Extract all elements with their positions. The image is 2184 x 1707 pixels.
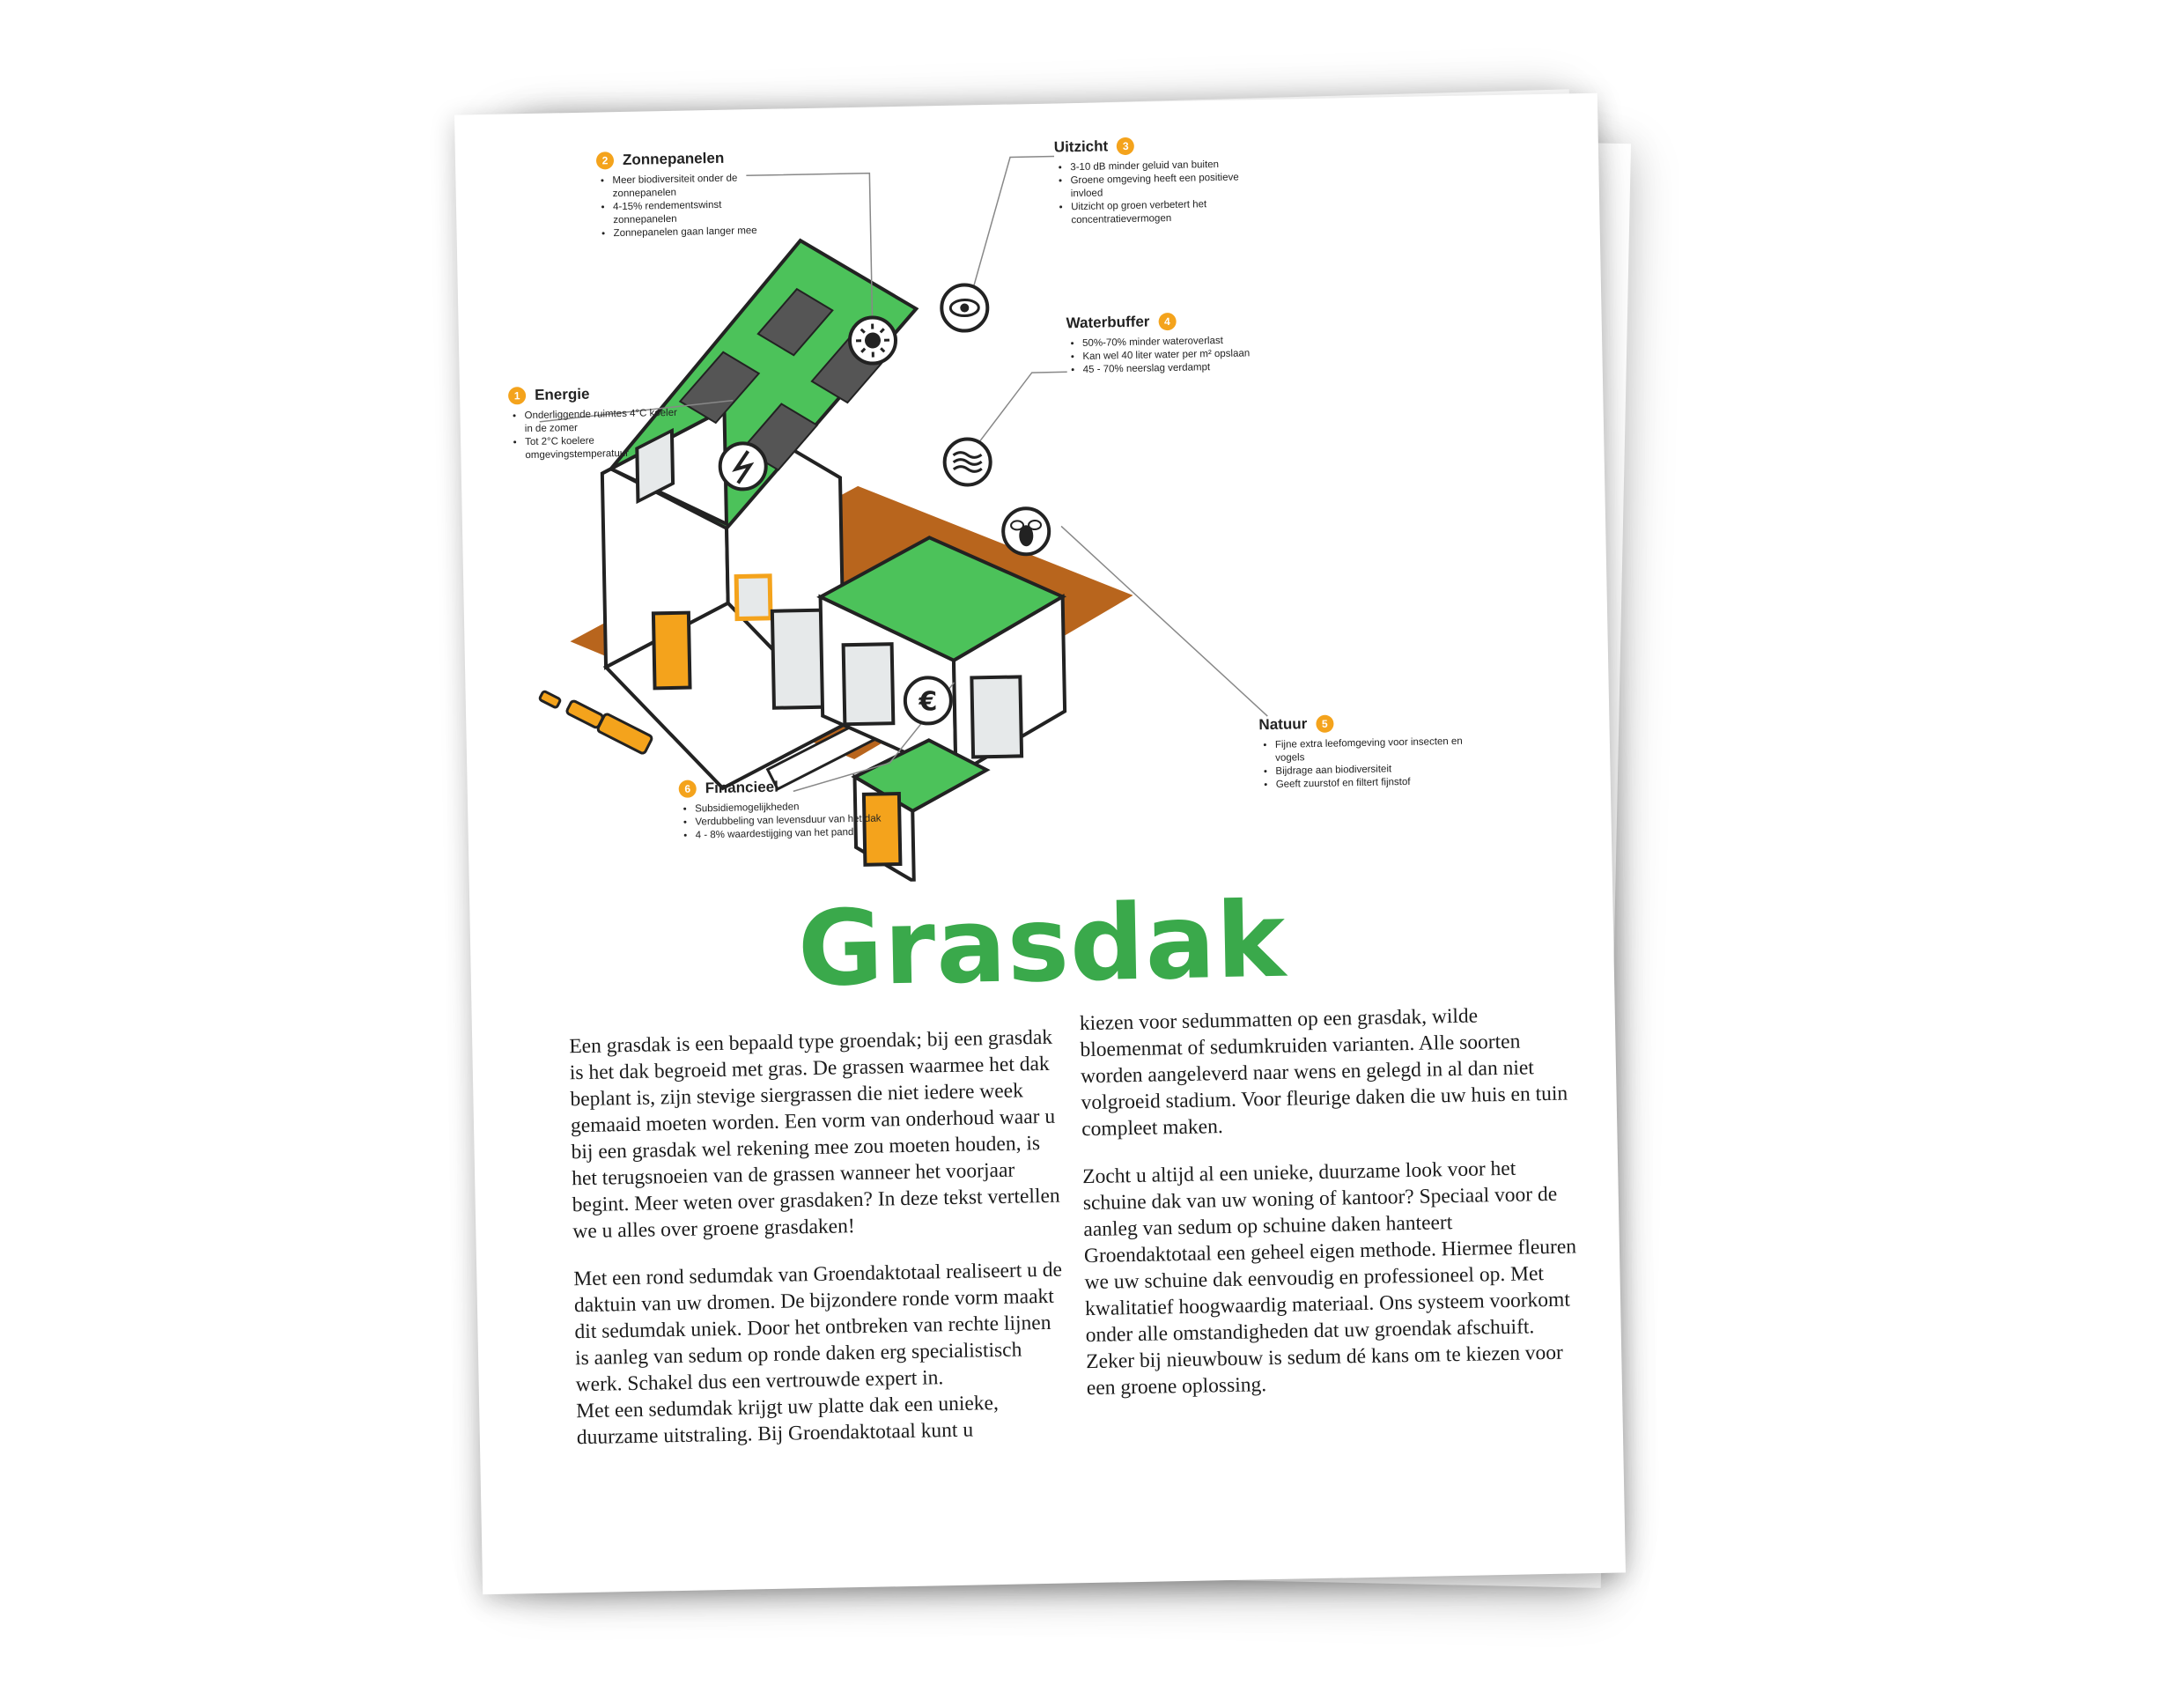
callout-energie xyxy=(508,384,686,463)
paragraph: Een grasdak is een bepaald type groendak; bij een grasdak is het dak begroeid met gras. De grassen waarmee het dak beplant is, zijn stevige siergrassen die niet iedere week gemaaid moeten worden. Een vorm van onderhoud waar u bij een grasdak wel rekening mee zou moeten houden, is het terugsnoeien van de grassen wanneer het voorjaar begint. Meer weten over grasdaken? In deze tekst vertellen we u alles over groene grasdaken! xyxy=(569,1025,1060,1244)
text-column-right xyxy=(1080,1001,1581,1422)
callout-title: Zonnepanelen xyxy=(622,149,725,168)
callout-item: • Verdubbeling van levensduur van het dak xyxy=(695,812,917,830)
sun-icon xyxy=(850,317,896,364)
paragraph: Zocht u altijd al een unieke, duurzame look voor het schuine dak van uw woning of kantoor? Speciaal voor de aanleg van sedum op schuine daken hanteert Groendaktotaal een geheel eigen methode. Hiermee fleuren we uw schuine dak eenvoudig en professioneel op. Met kwalitatief hoogwaardig materiaal. Ons systeem voorkomt onder alle omstandigheden dat uw groendak afschuift. Zeker bij nieuwbouw is sedum dé kans om te kiezen voor een groene oplossing. xyxy=(1082,1156,1577,1400)
callout-item: • Tot 2°C koelere omgevingstemperatuur xyxy=(525,433,686,462)
number-badge: 4 xyxy=(1158,313,1176,330)
callout-item: • 50%-70% minder wateroverlast xyxy=(1082,334,1269,351)
window xyxy=(844,644,894,724)
callout-item: • 4-15% rendementswinst zonnepanelen xyxy=(613,198,774,227)
callout-zonnepanelen xyxy=(596,149,774,241)
page-title: Grasdak xyxy=(796,878,1288,1010)
number-badge: 1 xyxy=(508,387,526,404)
callout-item: • Fijne extra leefomgeving voor insecten en vogels xyxy=(1275,735,1489,765)
window xyxy=(736,576,771,619)
callout-item: • Bijdrage aan biodiversiteit xyxy=(1275,761,1488,779)
stepping-stone xyxy=(539,691,561,708)
svg-text:€: € xyxy=(919,686,938,718)
callout-item: • 4 - 8% waardestijging van het pand xyxy=(696,825,918,843)
bee-icon xyxy=(1003,508,1050,555)
callout-item: • Geeft zuurstof en filtert fijnstof xyxy=(1276,774,1489,792)
door xyxy=(653,613,690,689)
callout-item: • Kan wel 40 liter water per m² opslaan xyxy=(1082,347,1269,364)
callout-waterbuffer xyxy=(1066,311,1269,377)
paragraph: kiezen voor sedummatten op een grasdak, wilde bloemenmat of sedumkruiden varianten. Alle soorten worden aangeleverd naar wens en gelegd in al dan niet volgroeid stadium. Voor fleurige daken die uw huis en tuin compleet maken. xyxy=(1079,1004,1568,1142)
number-badge: 5 xyxy=(1316,715,1333,733)
callout-item: • Onderliggende ruimtes 4°C koeler in de zomer xyxy=(524,407,685,436)
number-badge: 3 xyxy=(1117,137,1134,155)
callout-item: • 45 - 70% neerslag verdampt xyxy=(1083,360,1270,377)
callout-title: Financieel xyxy=(705,778,779,797)
callout-title: Waterbuffer xyxy=(1066,313,1150,332)
callout-item: • Groene omgeving heeft een positieve invloed xyxy=(1070,171,1271,201)
stepping-stone xyxy=(597,713,653,755)
water-waves-icon xyxy=(944,439,991,485)
eye-icon xyxy=(941,284,988,331)
callout-item: • 3-10 dB minder geluid van buiten xyxy=(1070,158,1270,174)
euro-icon xyxy=(904,677,951,724)
paragraph: Met een rond sedumdak van Groendaktotaal realiseert u de daktuin van uw dromen. De bijzondere ronde vorm maakt dit sedumdak uniek. Door het ontbreken van rechte lijnen is aanleg van sedum op ronde daken erg specialistisch werk. Schakel dus een vertrouwde expert in. xyxy=(573,1258,1063,1397)
callout-item: • Uitzicht op groen verbetert het concentratievermogen xyxy=(1071,197,1272,227)
callout-item: • Meer biodiversiteit onder de zonnepanelen xyxy=(612,172,773,201)
document-page xyxy=(454,93,1626,1595)
callout-uitzicht xyxy=(1054,135,1272,228)
number-badge: 6 xyxy=(679,780,697,797)
callout-natuur xyxy=(1258,712,1489,792)
callout-title: Natuur xyxy=(1258,715,1308,734)
lightning-icon xyxy=(719,443,766,490)
window xyxy=(772,610,827,708)
number-badge: 2 xyxy=(596,151,614,169)
callout-financieel xyxy=(679,776,918,843)
callout-title: Uitzicht xyxy=(1053,137,1109,156)
callout-item: • Subsidiemogelijkheden xyxy=(695,799,917,817)
callout-title: Energie xyxy=(534,385,590,403)
stepping-stone xyxy=(566,700,604,728)
paragraph: Met een sedumdak krijgt uw platte dak een unieke, duurzame uitstraling. Bij Groendaktotaal kunt u xyxy=(576,1392,1000,1450)
text-column-left xyxy=(569,1024,1070,1473)
callout-item: • Zonnepanelen gaan langer mee xyxy=(613,225,773,240)
window xyxy=(971,676,1022,757)
